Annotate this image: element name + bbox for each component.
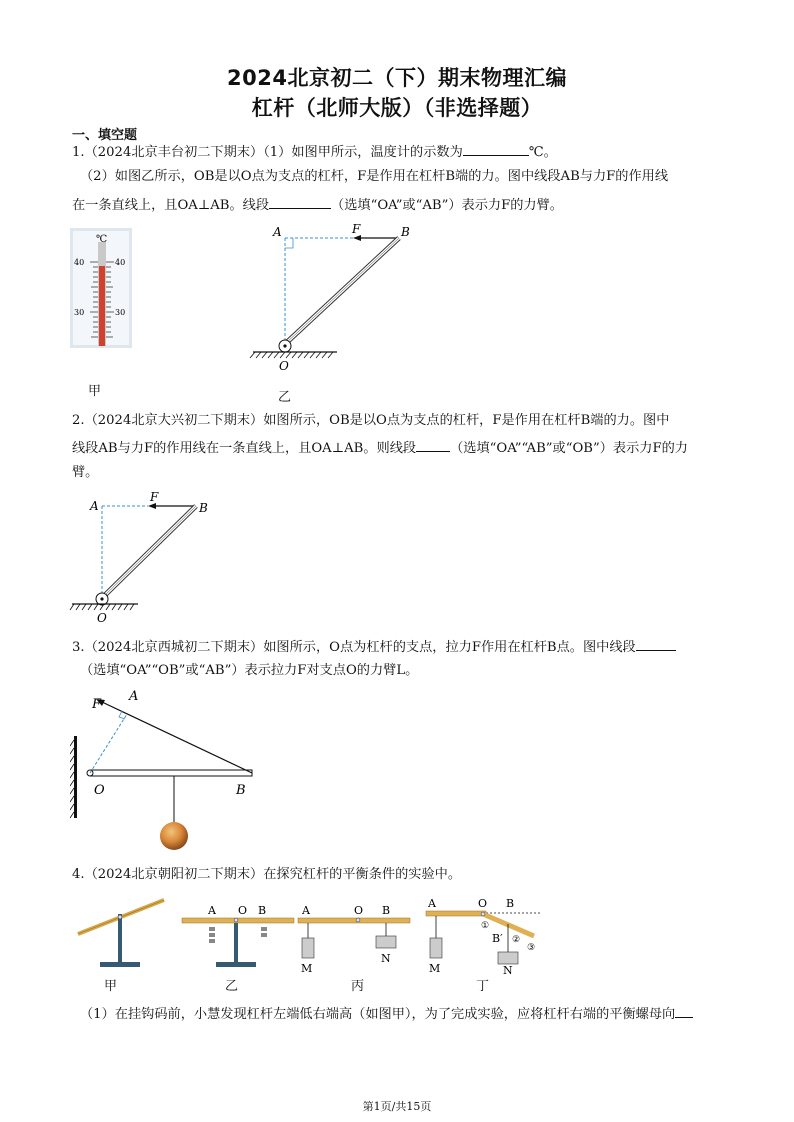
q4c-mass-n [376,936,396,948]
q3-text-a: 3.（2024北京西城初二下期末）如图所示，O点为杠杆的支点，拉力F作用在杠杆B点。图中线段 [72,640,636,655]
q1-line2: （2）如图乙所示，OB是以O点为支点的杠杆，F是作用在杠杆B端的力。图中线段AB与力F的作用线 [80,169,669,184]
q4-setup-c [298,904,410,975]
q2-label-b: B [199,501,208,515]
q4b-stand [234,923,238,965]
q4d-pivot [481,912,485,916]
q3-line1 [72,637,676,657]
thermometer-tick-left-40: 40 [74,258,85,267]
q4d-label-b: B [506,897,515,910]
thermometer-tick-right-40: 40 [115,258,126,267]
q2-label-f: F [150,490,159,504]
q4d-label-bprime: B′ [492,932,503,945]
q4-caption-b: 乙 [225,979,239,994]
q1-caption-b: 乙 [278,390,292,405]
q2-lever-figure [68,488,218,623]
q4d-lever-left [426,911,486,916]
q4-line1: 4.（2024北京朝阳初二下期末）在探究杠杆的平衡条件的实验中。 [72,867,462,882]
q1-lever-bar-line [285,238,399,344]
q4b-weights-left [209,927,215,943]
q1-text-a: 1.（2024北京丰台初二下期末）（1）如图甲所示，温度计的示数为 [72,145,463,160]
q1-label-o: O [279,359,289,372]
q1-label-b: B [401,225,410,239]
q4c-pivot [356,918,360,922]
q4b-label-a: A [208,904,216,917]
section-heading: 一、填空题 [72,128,138,143]
q1-lever-figure [245,222,425,372]
q1-caption-a: 甲 [88,384,102,399]
q1-text-d: （选填“OA”或“AB”）表示力F的力臂。 [331,198,563,213]
q4-setup-a [78,900,164,967]
q2-pivot-dot [100,597,103,600]
q3-lever-bar [90,770,252,776]
q3-ball [160,822,188,850]
q3-blank[interactable] [636,637,676,651]
q4-blank[interactable] [675,1004,693,1018]
page-title: 2024北京初二（下）期末物理汇编 [227,66,567,90]
q4b-pivot [234,918,238,922]
page-footer: 第1页/共15页 [362,1100,432,1113]
q2-line3: 臂。 [72,465,99,480]
q4-setup-d [426,897,540,977]
q3-label-o: O [94,783,105,798]
q1-line1 [72,142,557,162]
thermometer-unit: ℃ [96,234,108,245]
q4d-label-n: N [503,964,513,977]
q3-lever-figure [70,684,260,854]
q1-label-a: A [273,225,282,239]
q4-caption-d: 丁 [476,979,490,994]
q4b-label-b: B [258,904,267,917]
q4c-label-b: B [382,904,391,917]
q1-text-c: 在一条直线上，且OA⊥AB。线段 [72,198,270,213]
q4b-base [216,962,256,967]
q3-force-line [102,702,252,773]
q4c-label-a: A [302,904,310,917]
q1-line3 [72,195,563,215]
q3-label-f: F [92,697,102,712]
q3-label-b: B [236,783,246,798]
q2-label-o: O [97,611,107,623]
q3-label-a: A [129,689,139,704]
q4d-lever-right [483,914,534,936]
thermometer-tick-right-30: 30 [115,308,126,317]
q4-text-a: （1）在挂钩码前，小慧发现杠杆左端低右端高（如图甲），为了完成实验，应将杠杆右端的平衡螺母向 [80,1007,676,1022]
q4d-mass-n [498,952,518,964]
q2-text-b: （选填“OA”“AB”或“OB”）表示力F的力 [450,441,688,456]
q3-dashed-oa [90,714,127,773]
q4c-label-o: O [354,904,364,917]
q4c-label-m: M [301,962,313,975]
q4d-label-m: M [429,962,441,975]
q2-blank[interactable] [416,438,450,452]
q4-setup-b [182,904,294,967]
q4b-label-o: O [238,904,248,917]
q2-label-a: A [90,499,99,513]
q4c-lever [298,918,410,923]
q4d-label-c3: ③ [527,943,536,953]
q1-blank-2[interactable] [269,195,331,209]
q4a-stand [118,914,122,964]
q4b-weights-right [261,927,267,937]
thermometer-figure [70,228,132,348]
q1-right-angle [285,238,293,248]
q4d-label-o: O [478,897,488,910]
q4-caption-a: 甲 [104,979,118,994]
q4c-label-n: N [381,952,391,965]
q1-ground-hatch [250,352,333,358]
q3-wall-hatch [70,740,74,818]
q4d-label-c2: ② [512,935,521,945]
q2-line1: 2.（2024北京大兴初二下期末）如图所示，OB是以O点为支点的杠杆，F是作用在杠杆B端的力。图中 [72,413,670,428]
q4d-label-c1: ① [481,921,490,931]
q4a-base [100,962,140,967]
page-subtitle: 杠杆（北师大版）（非选择题） [251,96,543,120]
thermometer-liquid [99,266,105,346]
q4a-pivot [118,915,122,919]
q4-caption-c: 丙 [351,979,365,994]
q3-wall [74,736,77,818]
q2-text-a: 线段AB与力F的作用线在一条直线上，且OA⊥AB。则线段 [72,441,417,456]
q1-text-b: ℃。 [528,145,557,160]
q3-line2: （选填“OA”“OB”或“AB”）表示拉力F对支点O的力臂L。 [80,663,419,678]
q1-pivot-dot [283,344,286,347]
q1-label-f: F [352,222,361,236]
q4d-label-a: A [428,897,436,910]
q4c-mass-m [302,938,314,958]
q2-lever-bar-line [102,506,196,598]
q4-line2 [80,1004,693,1024]
thermometer-tick-left-30: 30 [74,308,85,317]
q1-blank-1[interactable] [463,142,529,156]
q2-line2 [72,438,688,458]
q4d-mass-m [430,938,442,958]
